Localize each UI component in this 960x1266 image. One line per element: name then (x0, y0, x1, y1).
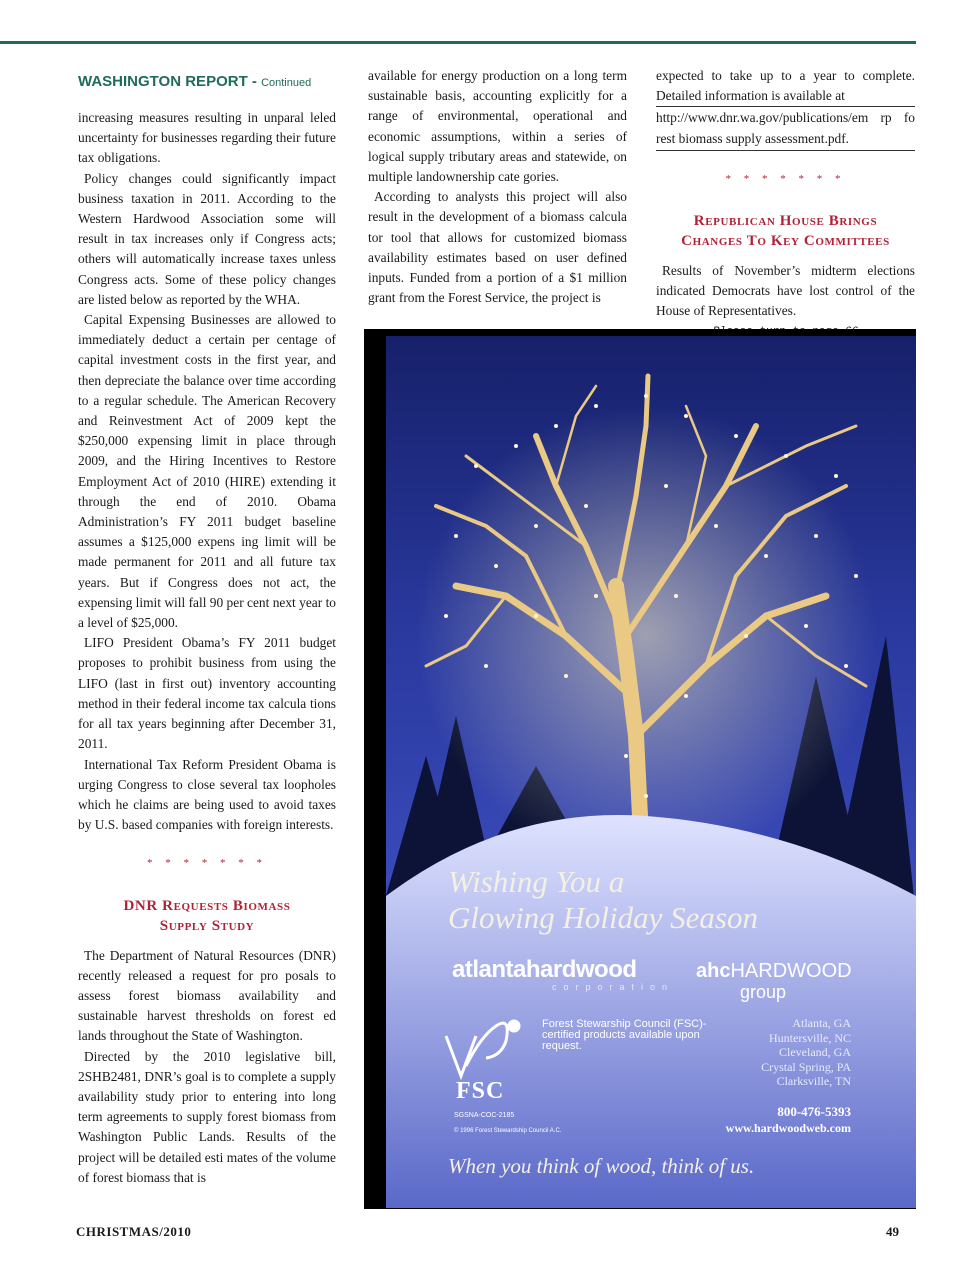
ad-headline (448, 864, 888, 936)
column-2 (368, 66, 627, 308)
ad-tagline: When you think of wood, think of us. (448, 1154, 755, 1178)
ad-website[interactable]: www.hardwoodweb.com (725, 1121, 851, 1135)
ad-headline-line1: Wishing You a (448, 864, 625, 899)
republican-headline-line2: Changes To Key Committees (681, 233, 890, 250)
ahc-logo (696, 960, 852, 983)
ad-phone: 800-476-5393 (777, 1104, 851, 1119)
footer-issue: CHRISTMAS/2010 (76, 1224, 192, 1239)
republican-headline-line1: Republican House Brings (693, 213, 878, 230)
republican-headline (656, 211, 915, 251)
ahc-logo-rest: HARDWOOD (730, 960, 852, 982)
dnr-headline (78, 896, 336, 936)
location: Huntersville, NC (769, 1030, 851, 1045)
section-header (78, 73, 348, 90)
paragraph: The Department of Natural Resources (DNR) recently released a request for pro posals to assess forest biomass availability and sustainable harvest thresholds on forest ed lands throughout the State of Washington. (78, 947, 336, 1044)
ad-headline-line2: Glowing Holiday Season (448, 900, 758, 935)
paragraph: expected to take up to a year to complete. Detailed information is available at (656, 68, 915, 104)
dnr-headline-line1: DNR Requests Biomass (123, 897, 291, 914)
holiday-advertisement (386, 336, 916, 1208)
paragraph: LIFO President Obama’s FY 2011 budget proposes to prohibit business from using the LIFO (last in first out) inventory accounting method in their federal income tax calcula tions for all tax years beginning after December 31, 2011. (78, 635, 336, 752)
fsc-label: FSC (456, 1078, 505, 1104)
continued-label: Continued (261, 77, 312, 89)
fsc-code: SGSNA-COC-2185 (454, 1112, 515, 1119)
paragraph: Results of November’s midterm elections indicated Democrats have lost control of the House of Representatives. (656, 263, 915, 319)
footer-page-number: 49 (886, 1224, 899, 1239)
column-1 (78, 108, 336, 1188)
paragraph: Capital Expensing Businesses are allowed to immediately deduct a certain per centage of capital investment costs in the first year, and then depreciate the balance over time according to a regular schedule. The American Recovery and Reinvestment Act of 2009 kept the $250,000 expensing limit in place through 2009, and the Hiring Incentives to Restore Employment Act of 2010 (HIRE) extending it through the end of 2010. Obama Administration’s FY 2011 budget baseline assumes a $125,000 expens ing limit will be made permanent for 2011 and all future tax years. But if Congress does not act, the expensing limit will fall 90 per cent next year to a level of $25,000. (78, 312, 336, 631)
ad-locations (691, 1016, 851, 1089)
atlanta-hardwood-logo: atlantahardwood (452, 956, 637, 983)
location: Atlanta, GA (792, 1016, 851, 1030)
section-divider-stars: * * * * * * * (147, 857, 267, 870)
column-3 (656, 66, 915, 342)
paragraph: Directed by the 2010 legislative bill, 2SHB2481, DNR’s goal is to complete a supply availability study prior to entering into long term agreements to supply forest biomass from Washington Public Lands. Results of the project will be detailed esti mates of the volume of forest biomass that is (78, 1048, 336, 1185)
paragraph: International Tax Reform President Obama is urging Congress to close several tax loopholes which he claims are being used to avoid taxes by U.S. based companies with foreign interests. (78, 756, 336, 833)
fsc-copyright: © 1996 Forest Stewardship Council A.C. (454, 1128, 562, 1134)
fsc-statement: Forest Stewarship Council (FSC)-certified products available upon request. (542, 1018, 707, 1052)
paragraph: Policy changes could significantly impact business taxation in 2011. According to the Western Hardwood Association some will result in tax increases only if Congress acts; others will automatically increase taxes unless Congress acts. Some of these policy changes are listed below as reported by the WHA. (78, 170, 336, 307)
paragraph: increasing measures resulting in unparal leled uncertainty for businesses regarding their future tax obligations. (78, 110, 336, 166)
section-divider-stars: * * * * * * * (725, 172, 846, 185)
location: Cleveland, GA (779, 1045, 851, 1059)
ahc-logo-bold: ahc (696, 960, 731, 982)
location: Crystal Spring, PA (761, 1059, 851, 1074)
ahc-logo-sub: group (740, 982, 787, 1002)
atlanta-hardwood-sub: corporation (552, 982, 675, 992)
location: Clarksville, TN (776, 1074, 851, 1088)
study-url-link[interactable]: http://www.dnr.wa.gov/publications/em rp fo rest biomass supply assessment.pdf. (656, 106, 915, 150)
dnr-headline-line2: Supply Study (159, 917, 255, 934)
paragraph: available for energy production on a long term sustainable basis, accounting explicitly for a range of environmental, operational and economic assumptions, within a series of logical supply tributary areas and statewide, on multiple landownership cate gories. (368, 68, 627, 185)
section-title: WASHINGTON REPORT - (78, 73, 262, 90)
top-rule (0, 41, 916, 44)
paragraph: According to analysts this project will also result in the development of a biomass calcula tor tool that allows for customized biomass availability estimates based on user defined inputs. Funded from a portion of a $1 million grant from the Forest Service, the project is (368, 189, 627, 306)
